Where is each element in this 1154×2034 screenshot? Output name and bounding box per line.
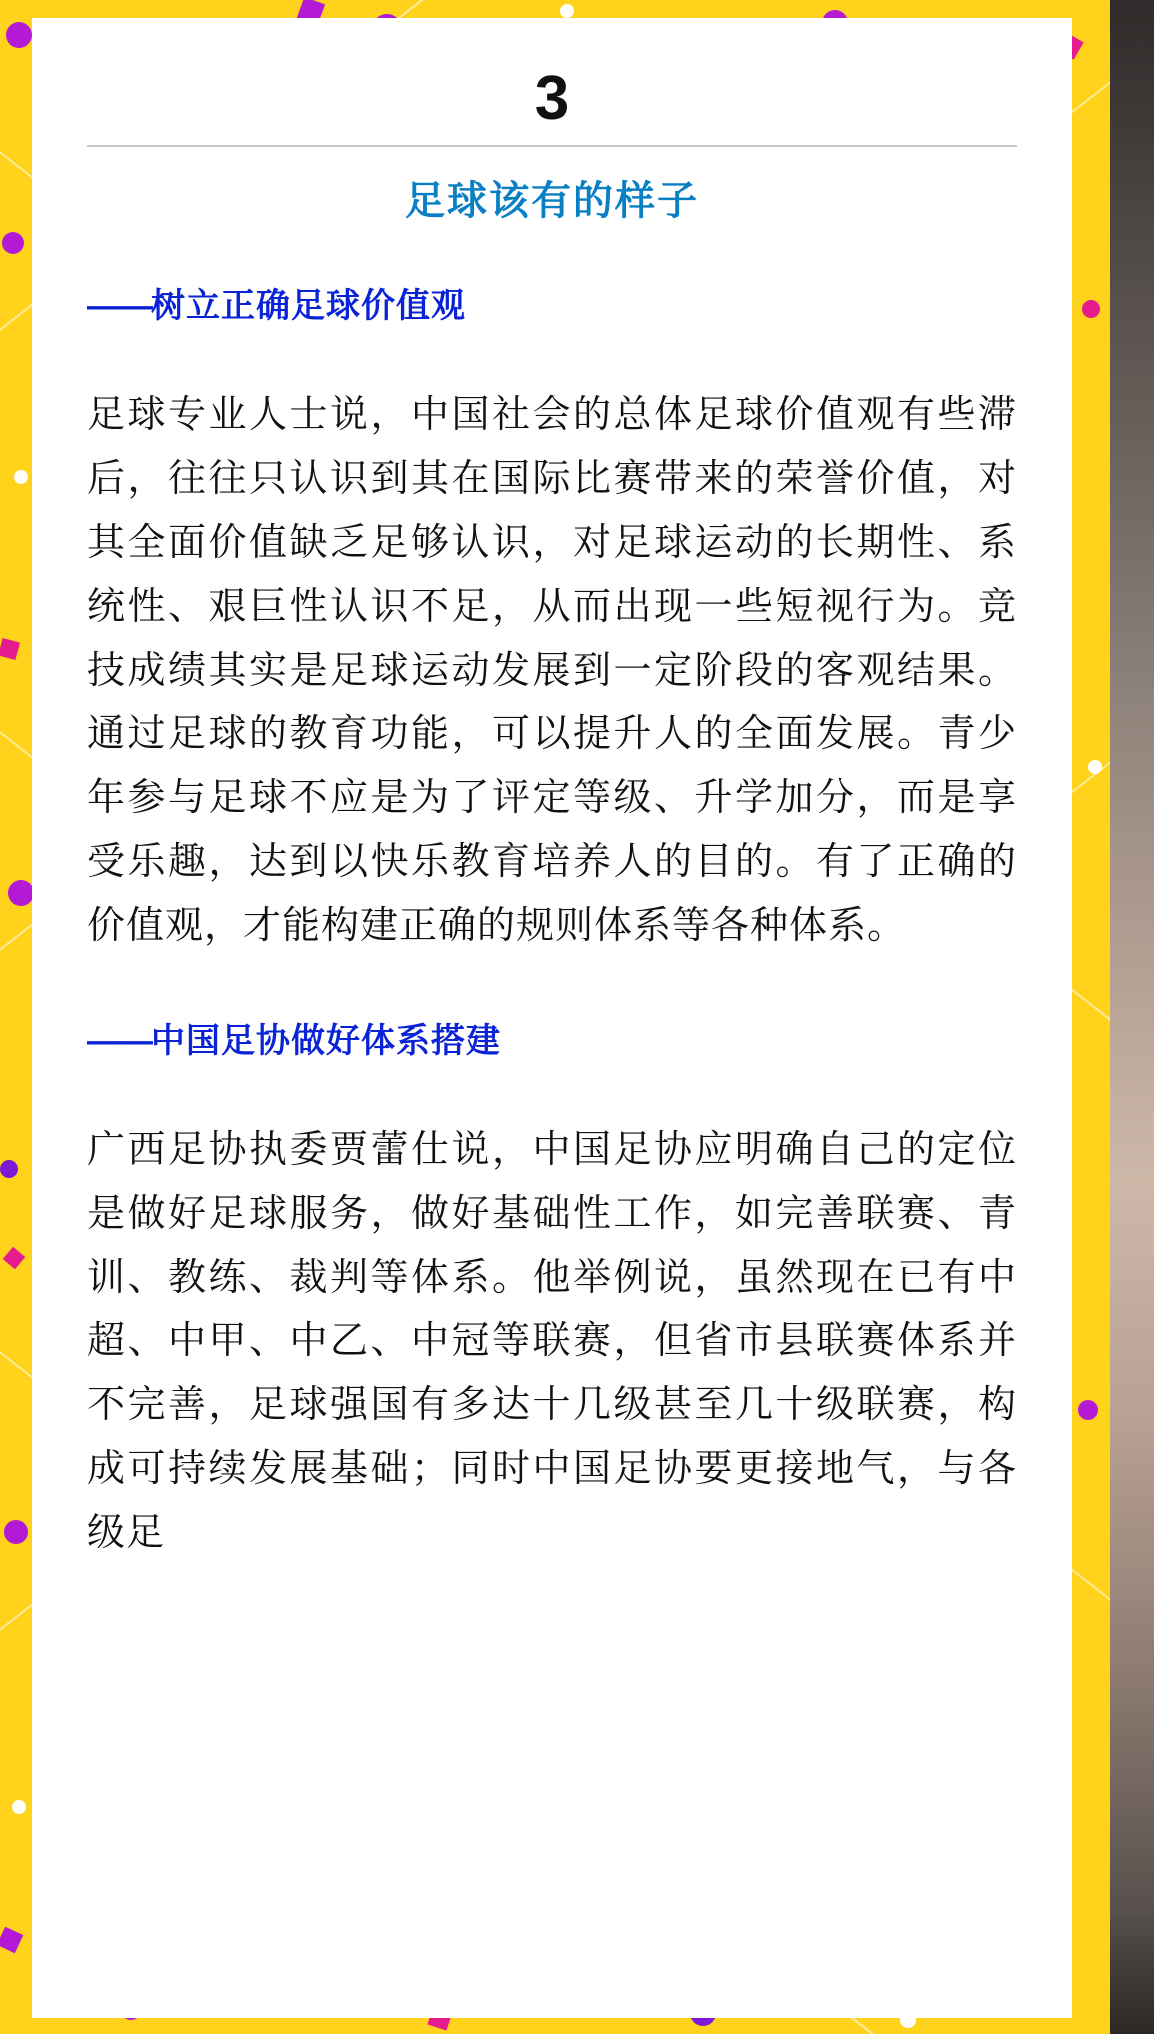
subheading-2	[87, 1019, 1017, 1063]
background-photo-edge	[1110, 0, 1154, 2034]
paragraph-1: 足球专业人士说，中国社会的总体足球价值观有些滞后，往往只认识到其在国际比赛带来的荣誉价值，对其全面价值缺乏足够认识，对足球运动的长期性、系统性、艰巨性认识不足，从而出现一些短视行为。竞技成绩其实是足球运动发展到一定阶段的客观结果。通过足球的教育功能，可以提升人的全面发展。青少年参与足球不应是为了评定等级、升学加分，而是享受乐趣，达到以快乐教育培养人的目的。有了正确的价值观，才能构建正确的规则体系等各种体系。	[87, 394, 1017, 947]
section-title: 足球该有的样子	[405, 179, 699, 224]
paragraph-2: 广西足协执委贾蕾仕说，中国足协应明确自己的定位是做好足球服务，做好基础性工作，如完善联赛、青训、教练、裁判等体系。他举例说，虽然现在已有中超、中甲、中乙、中冠等联赛，但省市县联赛体系并不完善，足球强国有多达十几级甚至几十级联赛，构成可持续发展基础；同时中国足协要更接地气，与各级足	[87, 1128, 1017, 1554]
section-number: 3	[534, 64, 570, 133]
title-divider	[87, 145, 1017, 147]
subheading-1-label: 树立正确足球价值观	[151, 287, 466, 326]
subheading-1	[87, 284, 1017, 328]
subheading-1-dashes: ——	[87, 287, 151, 326]
subheading-2-label: 中国足协做好体系搭建	[151, 1021, 501, 1060]
subheading-2-dashes: ——	[87, 1021, 151, 1060]
article-card	[32, 18, 1072, 2018]
